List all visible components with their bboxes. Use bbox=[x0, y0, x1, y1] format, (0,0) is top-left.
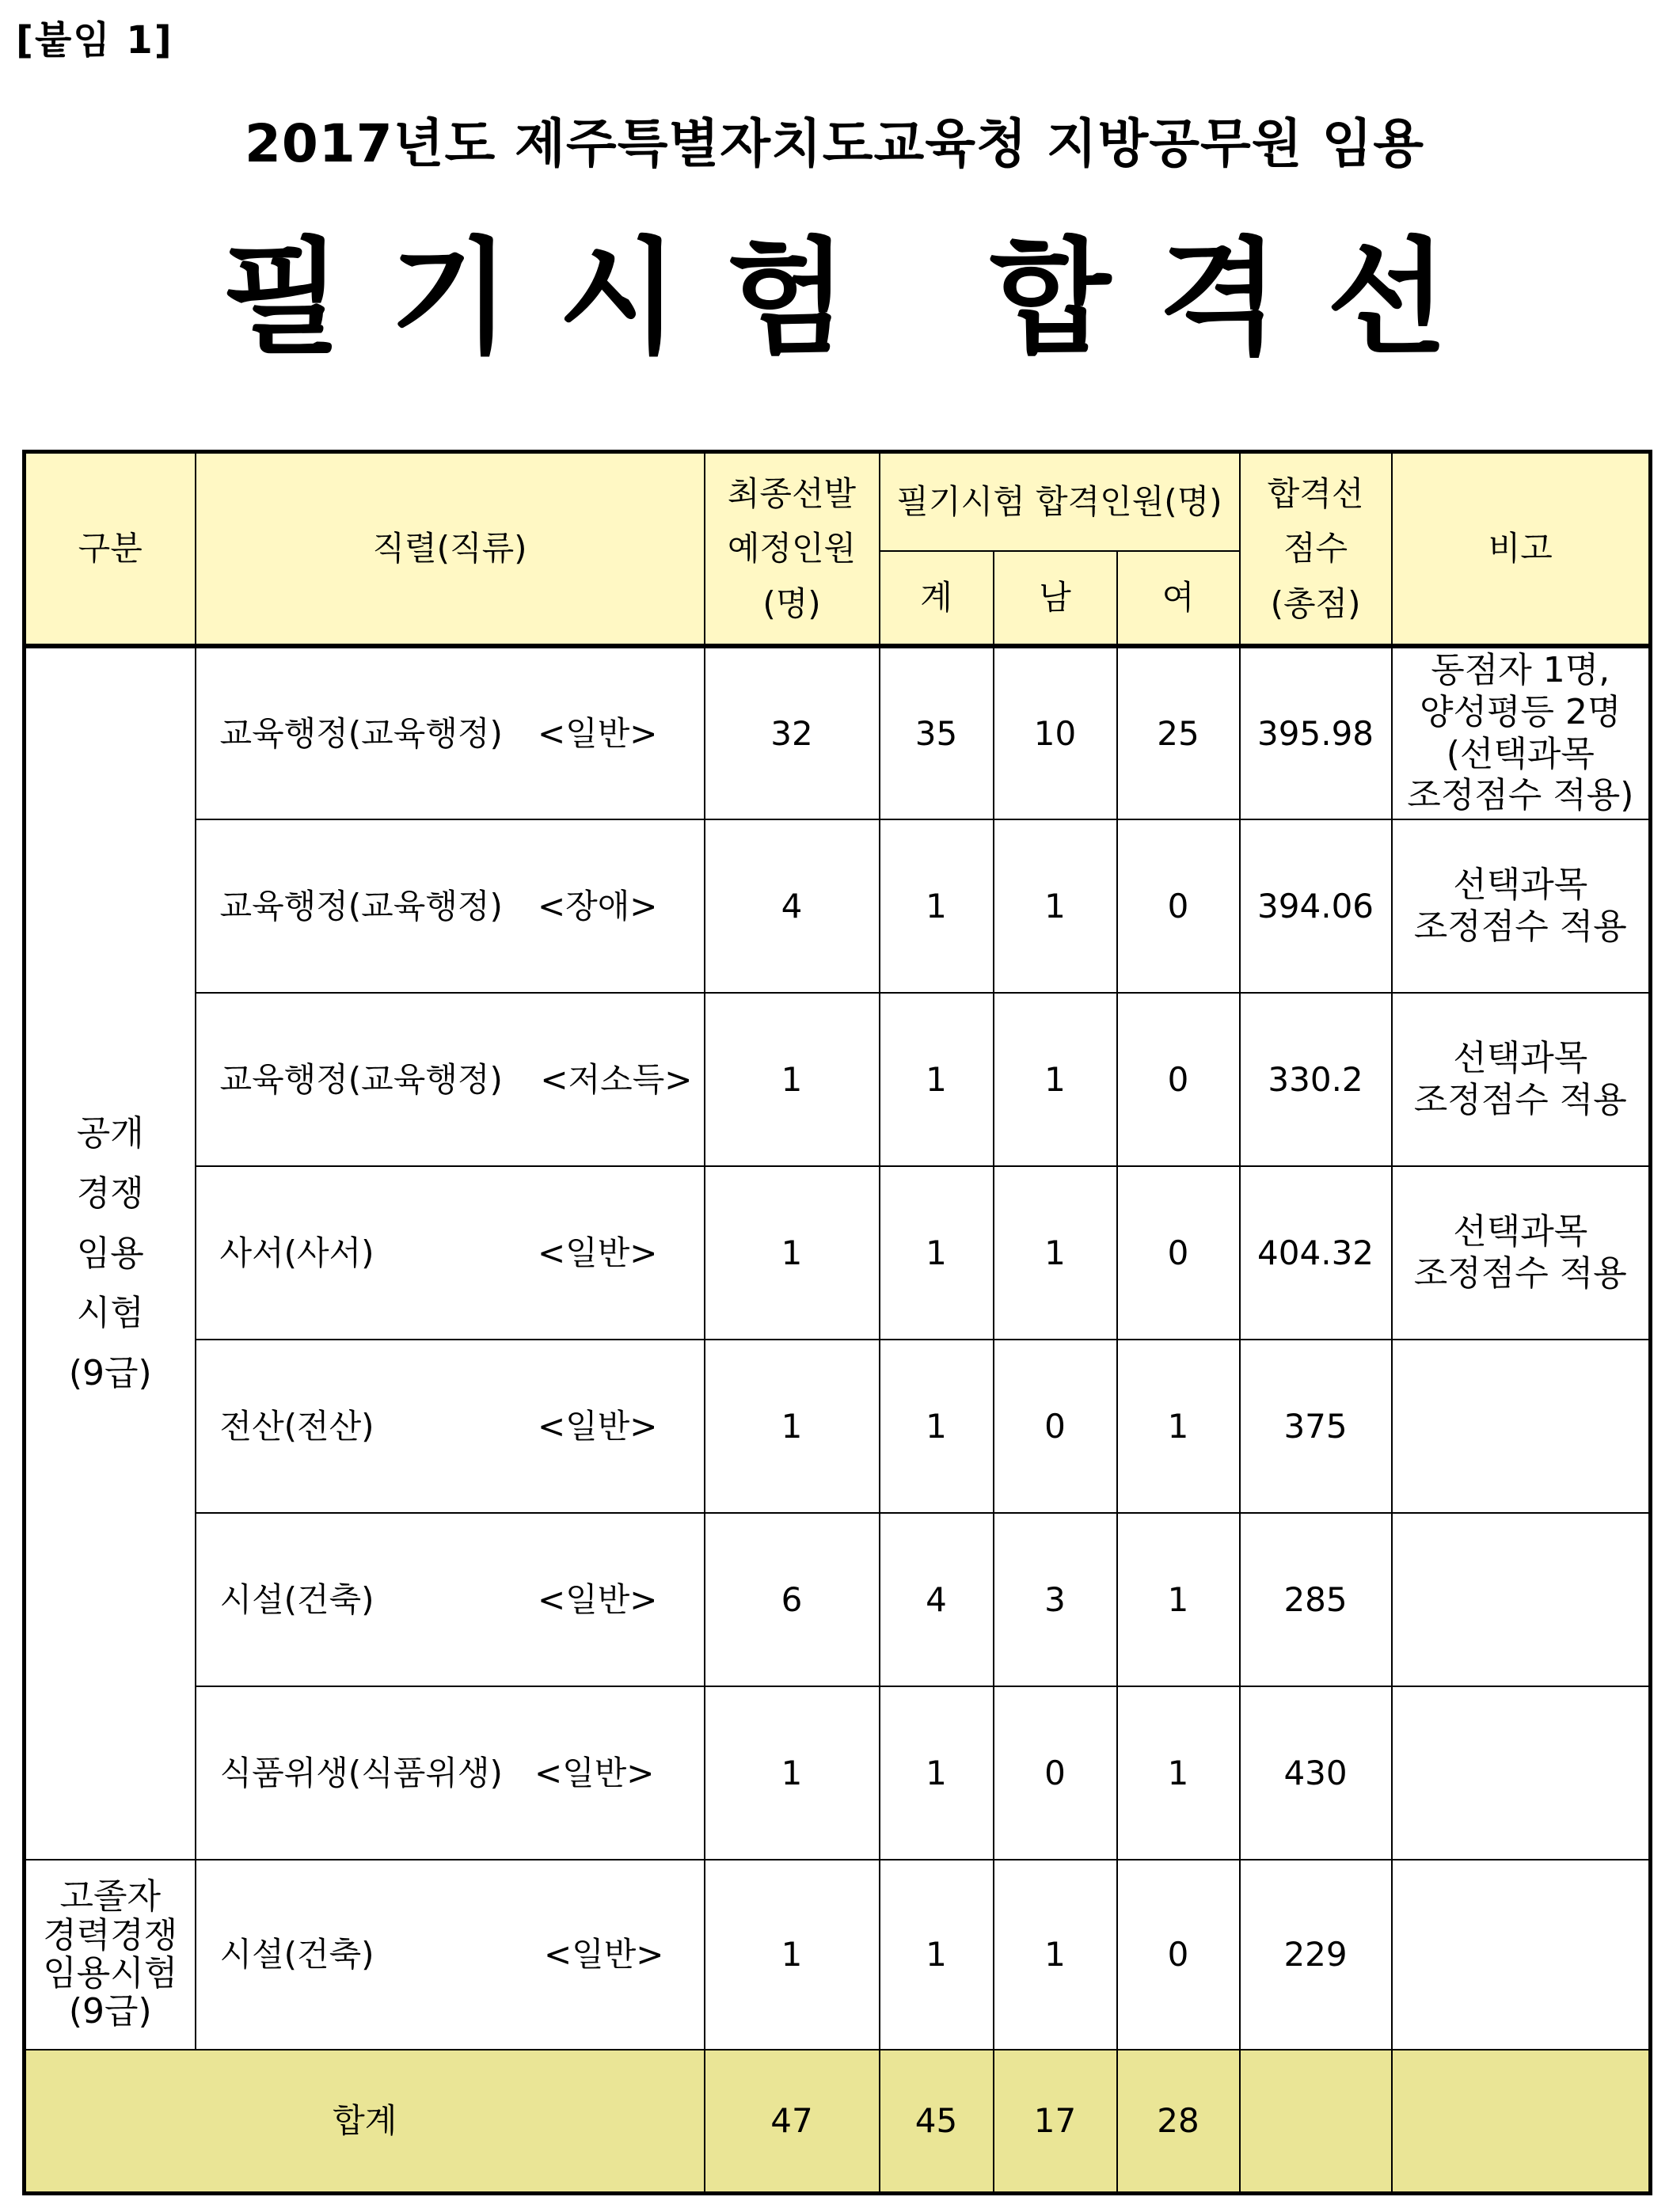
header-planned bbox=[705, 452, 880, 647]
results-table bbox=[22, 450, 1652, 2195]
cutoff-cell: 229 bbox=[1240, 1860, 1392, 2050]
job-name: 시설(건축) bbox=[219, 1579, 374, 1619]
header-job: 직렬(직류) bbox=[196, 452, 705, 647]
male-cell: 0 bbox=[994, 1340, 1117, 1513]
total-cell: 1 bbox=[880, 1686, 994, 1860]
cutoff-cell: 330.2 bbox=[1240, 993, 1392, 1166]
table-row bbox=[25, 646, 1651, 819]
header-planned-l1: 최종선발 bbox=[727, 474, 857, 514]
header-cutoff-l3: (총점) bbox=[1270, 583, 1361, 623]
header-female: 여 bbox=[1117, 551, 1240, 646]
planned-cell: 6 bbox=[705, 1513, 880, 1686]
title-char: 필 bbox=[221, 226, 343, 371]
attachment-label: [붙임 1] bbox=[16, 18, 173, 63]
header-male: 남 bbox=[994, 551, 1117, 646]
job-cell bbox=[196, 1686, 705, 1860]
note-cell: 선택과목 조정점수 적용 bbox=[1392, 993, 1651, 1166]
job-type: <일반> bbox=[534, 1753, 655, 1792]
total-cell: 1 bbox=[880, 993, 994, 1166]
job-name: 교육행정(교육행정) bbox=[219, 1059, 503, 1099]
job-cell bbox=[196, 646, 705, 819]
female-cell: 1 bbox=[1117, 1340, 1240, 1513]
document-title bbox=[0, 198, 1669, 378]
female-cell: 1 bbox=[1117, 1513, 1240, 1686]
job-type: <일반> bbox=[543, 1935, 664, 1974]
male-cell: 10 bbox=[994, 646, 1117, 819]
header-cutoff-l2: 점수 bbox=[1283, 529, 1348, 568]
planned-cell: 1 bbox=[705, 993, 880, 1166]
title-char: 시 bbox=[558, 226, 679, 371]
note-cell: 동점자 1명, 양성평등 2명 (선택과목 조정점수 적용) bbox=[1392, 646, 1651, 819]
job-type: <일반> bbox=[537, 713, 658, 753]
male-cell: 1 bbox=[994, 819, 1117, 993]
job-type: <일반> bbox=[537, 1579, 658, 1619]
title-char: 선 bbox=[1326, 226, 1448, 371]
note-cell bbox=[1392, 1340, 1651, 1513]
planned-cell: 1 bbox=[705, 1340, 880, 1513]
job-cell bbox=[196, 1513, 705, 1686]
job-type: <저소득> bbox=[540, 1059, 693, 1099]
male-cell: 1 bbox=[994, 1166, 1117, 1340]
header-category: 구분 bbox=[25, 452, 196, 647]
planned-cell: 1 bbox=[705, 1166, 880, 1340]
total-note-empty bbox=[1392, 2050, 1651, 2194]
total-cell: 1 bbox=[880, 1340, 994, 1513]
cutoff-cell: 375 bbox=[1240, 1340, 1392, 1513]
note-cell: 선택과목 조정점수 적용 bbox=[1392, 1166, 1651, 1340]
cutoff-cell: 285 bbox=[1240, 1513, 1392, 1686]
total-cell: 1 bbox=[880, 1166, 994, 1340]
planned-cell: 1 bbox=[705, 1686, 880, 1860]
cutoff-cell: 395.98 bbox=[1240, 646, 1392, 819]
table-row bbox=[25, 1340, 1651, 1513]
planned-cell: 1 bbox=[705, 1860, 880, 2050]
table-row bbox=[25, 1686, 1651, 1860]
job-cell bbox=[196, 993, 705, 1166]
table-row bbox=[25, 819, 1651, 993]
header-passed-group: 필기시험 합격인원(명) bbox=[880, 452, 1240, 552]
total-cutoff-empty bbox=[1240, 2050, 1392, 2194]
total-passed: 45 bbox=[880, 2050, 994, 2194]
job-cell bbox=[196, 819, 705, 993]
total-female: 28 bbox=[1117, 2050, 1240, 2194]
header-total: 계 bbox=[880, 551, 994, 646]
title-char: 기 bbox=[390, 226, 511, 371]
total-cell: 4 bbox=[880, 1513, 994, 1686]
note-cell: 선택과목 조정점수 적용 bbox=[1392, 819, 1651, 993]
header-planned-l2: 예정인원 bbox=[727, 529, 857, 568]
job-name: 식품위생(식품위생) bbox=[219, 1753, 503, 1792]
table-row bbox=[25, 1166, 1651, 1340]
total-male: 17 bbox=[994, 2050, 1117, 2194]
table-row bbox=[25, 1513, 1651, 1686]
title-char: 격 bbox=[1158, 226, 1279, 371]
header-note: 비고 bbox=[1392, 452, 1651, 647]
title-char: 합 bbox=[990, 226, 1111, 371]
table-row bbox=[25, 993, 1651, 1166]
job-name: 교육행정(교육행정) bbox=[219, 886, 503, 925]
header-cutoff bbox=[1240, 452, 1392, 647]
total-planned: 47 bbox=[705, 2050, 880, 2194]
female-cell: 0 bbox=[1117, 1166, 1240, 1340]
job-name: 시설(건축) bbox=[219, 1935, 374, 1974]
note-cell bbox=[1392, 1860, 1651, 2050]
category-career-competition: 고졸자 경력경쟁 임용시험 (9급) bbox=[25, 1860, 196, 2050]
header-cutoff-l1: 합격선 bbox=[1267, 474, 1364, 514]
total-cell: 1 bbox=[880, 1860, 994, 2050]
job-type: <일반> bbox=[537, 1233, 658, 1272]
female-cell: 0 bbox=[1117, 819, 1240, 993]
female-cell: 0 bbox=[1117, 993, 1240, 1166]
job-name: 전산(전산) bbox=[219, 1406, 374, 1446]
document-subtitle: 2017년도 제주특별자치도교육청 지방공무원 임용 bbox=[245, 113, 1424, 174]
title-char: 험 bbox=[726, 226, 848, 371]
category-open-competition: 공개 경쟁 임용 시험 (9급) bbox=[25, 646, 196, 1860]
male-cell: 0 bbox=[994, 1686, 1117, 1860]
total-cell: 35 bbox=[880, 646, 994, 819]
total-row bbox=[25, 2050, 1651, 2194]
total-label: 합계 bbox=[25, 2050, 705, 2194]
cutoff-cell: 394.06 bbox=[1240, 819, 1392, 993]
table-row bbox=[25, 1860, 1651, 2050]
job-name: 사서(사서) bbox=[219, 1233, 374, 1272]
male-cell: 3 bbox=[994, 1513, 1117, 1686]
note-cell bbox=[1392, 1513, 1651, 1686]
female-cell: 1 bbox=[1117, 1686, 1240, 1860]
male-cell: 1 bbox=[994, 993, 1117, 1166]
cutoff-cell: 404.32 bbox=[1240, 1166, 1392, 1340]
job-cell bbox=[196, 1340, 705, 1513]
header-planned-l3: (명) bbox=[762, 583, 821, 623]
male-cell: 1 bbox=[994, 1860, 1117, 2050]
job-cell bbox=[196, 1166, 705, 1340]
planned-cell: 32 bbox=[705, 646, 880, 819]
job-cell bbox=[196, 1860, 705, 2050]
note-cell bbox=[1392, 1686, 1651, 1860]
job-type: <장애> bbox=[537, 886, 658, 925]
cutoff-cell: 430 bbox=[1240, 1686, 1392, 1860]
female-cell: 25 bbox=[1117, 646, 1240, 819]
planned-cell: 4 bbox=[705, 819, 880, 993]
female-cell: 0 bbox=[1117, 1860, 1240, 2050]
job-type: <일반> bbox=[537, 1406, 658, 1446]
total-cell: 1 bbox=[880, 819, 994, 993]
job-name: 교육행정(교육행정) bbox=[219, 713, 503, 753]
